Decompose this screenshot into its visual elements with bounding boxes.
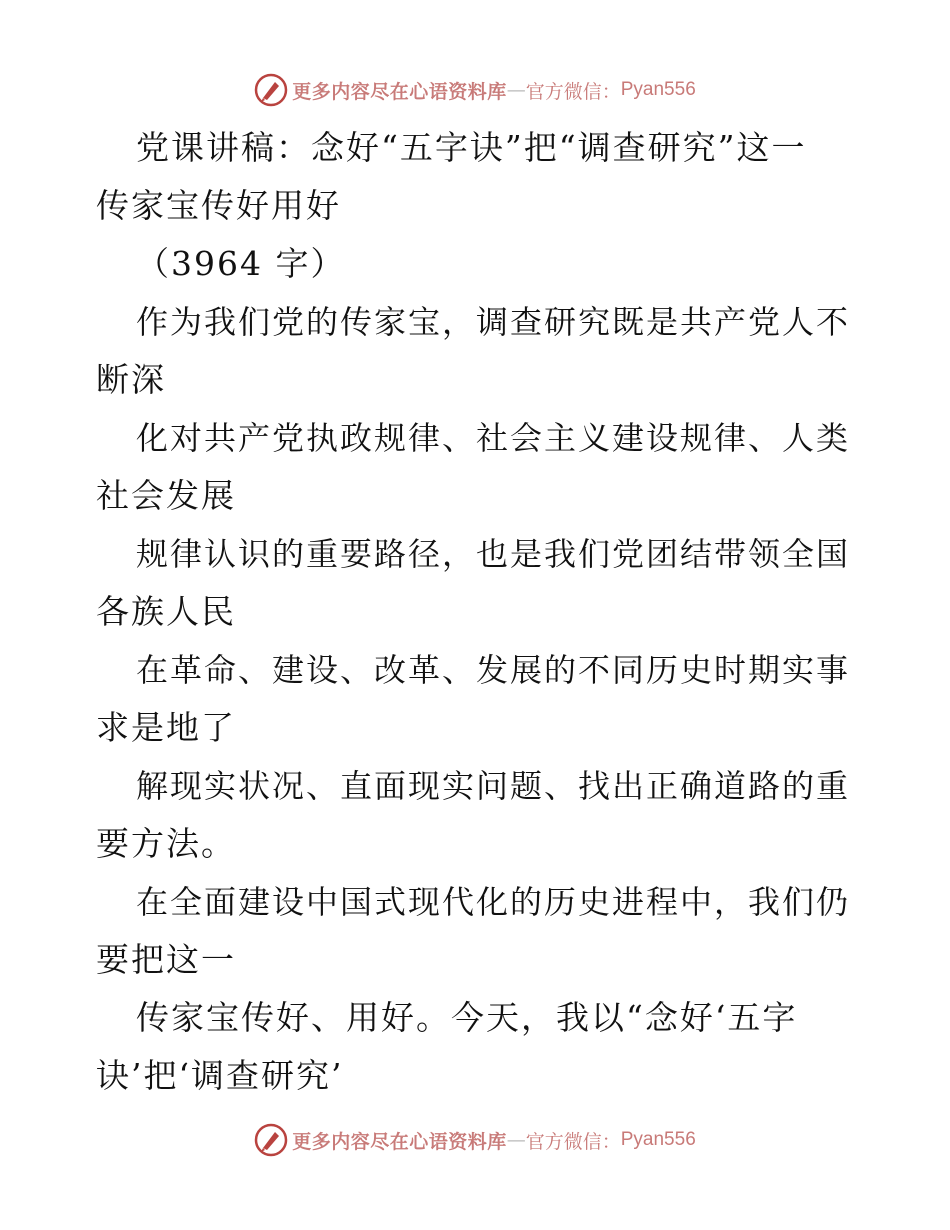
paragraph-line: 在革命、建设、改革、发展的不同历史时期实事 xyxy=(136,651,851,689)
title-line-1: 党课讲稿：念好“五字诀”把“调查研究”这一 xyxy=(136,128,807,167)
paragraph-line: 诀’把‘调查研究’ xyxy=(96,1056,344,1095)
paragraph-line: 断深 xyxy=(96,360,166,399)
word-count: （3964 字） xyxy=(136,244,346,283)
watermark-separator: — xyxy=(506,1129,526,1151)
watermark-wechat-id: Pyan556 xyxy=(620,79,696,100)
paragraph-line: 各族人民 xyxy=(96,592,236,631)
paragraph-line: 在全面建设中国式现代化的历史进程中，我们仍 xyxy=(136,883,851,921)
header-watermark xyxy=(0,70,950,110)
watermark-text: 更多内容尽在心语资料库 xyxy=(292,80,507,103)
paragraph-line: 求是地了 xyxy=(96,708,236,747)
watermark-wechat-label: 官方微信： xyxy=(525,80,621,103)
pen-logo-icon xyxy=(254,1123,288,1157)
paragraph-line: 社会发展 xyxy=(96,476,236,515)
paragraph-line: 要方法。 xyxy=(96,824,236,863)
paragraph-line: 化对共产党执政规律、社会主义建设规律、人类 xyxy=(136,419,851,457)
paragraph-line: 规律认识的重要路径，也是我们党团结带领全国 xyxy=(136,535,851,573)
title-line-2: 传家宝传好用好 xyxy=(96,186,341,225)
watermark-text: 更多内容尽在心语资料库 xyxy=(292,1130,507,1153)
pen-logo-icon xyxy=(254,73,288,107)
paragraph-line: 传家宝传好、用好。今天，我以“念好‘五字 xyxy=(136,998,798,1037)
watermark-wechat-label: 官方微信： xyxy=(525,1130,621,1153)
paragraph-line: 要把这一 xyxy=(96,940,236,979)
watermark-separator: — xyxy=(506,79,526,101)
footer-watermark xyxy=(0,1120,950,1160)
watermark-wechat-id: Pyan556 xyxy=(620,1129,696,1150)
paragraph-line: 作为我们党的传家宝，调查研究既是共产党人不 xyxy=(136,303,851,341)
paragraph-line: 解现实状况、直面现实问题、找出正确道路的重 xyxy=(136,767,851,805)
